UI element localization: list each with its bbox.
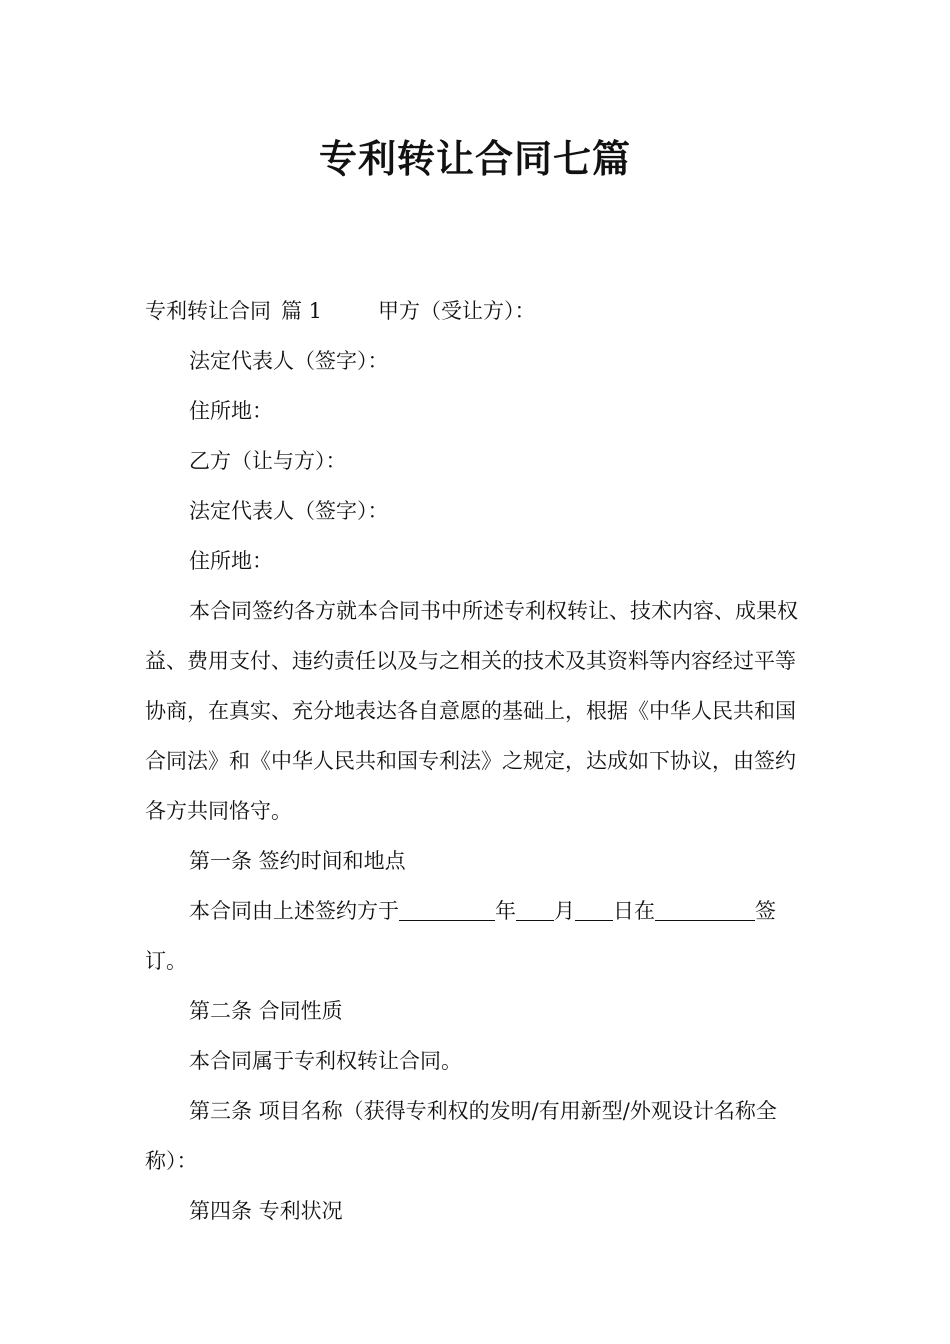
contract-heading: 专利转让合同: [145, 299, 271, 323]
party-b-representative: 法定代表人（签字）：: [189, 499, 389, 523]
party-b-label: 乙方（让与方）：: [189, 449, 347, 473]
preamble-paragraph: 本合同签约各方就本合同书中所述专利权转让、技术内容、成果权益、费用支付、违约责任以及与之相关的技术及其资料等内容经过平等协商，在真实、充分地表达各自意愿的基础上，根据《中华人民共和国合同法》和《中华人民共和国专利法》之规定，达成如下协议，由签约各方共同恪守。: [145, 599, 798, 823]
article-1-suffix: 签订。: [145, 899, 776, 973]
article-2-text: 本合同属于专利权转让合同。: [189, 1049, 462, 1073]
day-at-label: 日在: [613, 899, 655, 923]
party-b-address: 住所地：: [189, 549, 273, 573]
article-2-heading: 第二条 合同性质: [189, 999, 343, 1023]
party-a-representative: 法定代表人（签字）：: [189, 349, 389, 373]
party-a-label: 甲方（受让方）：: [378, 299, 536, 323]
blank-day: [575, 899, 613, 921]
month-label: 月: [554, 899, 575, 923]
contract-header-line: [145, 286, 807, 336]
article-4-heading: 第四条 专利状况: [189, 1199, 343, 1223]
section-label: 篇 1: [281, 299, 323, 323]
party-a-address: 住所地：: [189, 399, 273, 423]
blank-month: [516, 899, 554, 921]
contract-body: [145, 286, 807, 1236]
document-title: 专利转让合同七篇: [318, 137, 631, 181]
blank-place: [655, 899, 755, 921]
article-1-prefix: 本合同由上述签约方于: [189, 899, 399, 923]
article-1-heading: 第一条 签约时间和地点: [189, 849, 406, 873]
year-label: 年: [495, 899, 516, 923]
article-3-heading: 第三条 项目名称（获得专利权的发明/有用新型/外观设计名称全称）：: [145, 1099, 777, 1173]
article-1-text: [145, 886, 807, 986]
blank-year: [399, 899, 495, 921]
